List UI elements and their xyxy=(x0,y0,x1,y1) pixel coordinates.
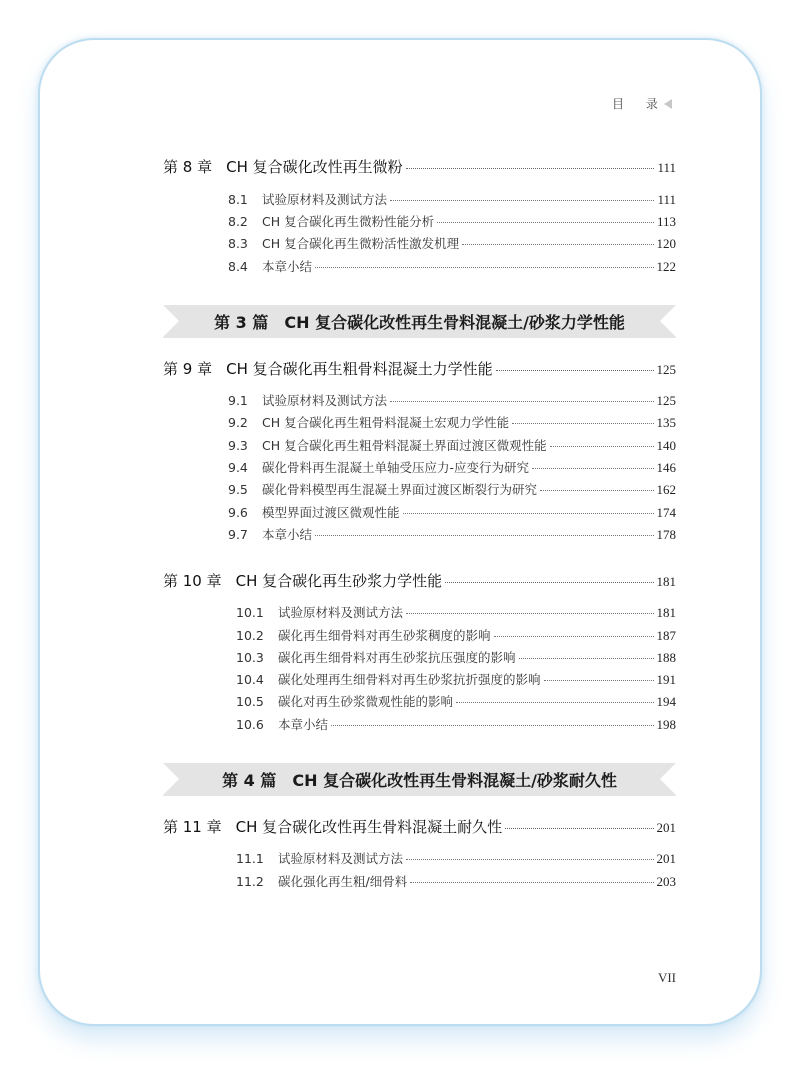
chapter-title: CH 复合碳化改性再生微粉 xyxy=(226,158,403,176)
toc-chapter[interactable] xyxy=(163,156,676,177)
toc-section[interactable] xyxy=(236,626,676,644)
page-number: 181 xyxy=(656,605,676,620)
section-number: 9.7 xyxy=(228,527,248,542)
page-number: 201 xyxy=(656,820,676,835)
chapter-number: 第 10 章 xyxy=(163,572,222,590)
dot-leader xyxy=(390,200,654,201)
running-head-text: 目 录 xyxy=(612,97,658,111)
dot-leader xyxy=(462,244,653,245)
section-number: 11.1 xyxy=(236,851,264,866)
section-title: 本章小结 xyxy=(262,259,313,274)
section-title: 碳化对再生砂浆微观性能的影响 xyxy=(278,694,454,709)
section-title: 试验原材料及测试方法 xyxy=(262,393,388,408)
toc-section[interactable] xyxy=(228,436,676,454)
dot-leader xyxy=(544,680,654,681)
section-number: 9.2 xyxy=(228,415,248,430)
toc-section[interactable] xyxy=(236,648,676,666)
page-number: 178 xyxy=(656,527,676,542)
page-number: 174 xyxy=(656,505,676,520)
section-title: 本章小结 xyxy=(278,717,329,732)
section-title: 碳化骨料模型再生混凝土界面过渡区断裂行为研究 xyxy=(262,482,538,497)
dot-leader xyxy=(410,882,653,883)
section-number: 9.5 xyxy=(228,482,248,497)
toc-section[interactable] xyxy=(236,670,676,688)
page-folio: VII xyxy=(657,970,676,985)
chapter-title: CH 复合碳化再生砂浆力学性能 xyxy=(235,572,443,590)
section-title: 试验原材料及测试方法 xyxy=(278,851,404,866)
page-number: 140 xyxy=(656,438,676,453)
part-number: 第 3 篇 xyxy=(214,313,269,332)
toc-section[interactable] xyxy=(228,525,676,543)
page-number: 191 xyxy=(656,672,676,687)
chapter-number: 第 8 章 xyxy=(163,158,213,176)
dot-leader xyxy=(390,401,653,402)
section-title: 碳化处理再生细骨料对再生砂浆抗折强度的影响 xyxy=(278,672,541,687)
section-number: 8.3 xyxy=(228,236,248,251)
toc-section[interactable] xyxy=(228,480,676,498)
toc-section[interactable] xyxy=(236,715,676,733)
section-number: 10.1 xyxy=(236,605,264,620)
section-title: 碳化再生细骨料对再生砂浆抗压强度的影响 xyxy=(278,650,516,665)
page-number: 111 xyxy=(657,192,676,207)
toc-chapter[interactable] xyxy=(163,358,676,379)
page-number: 122 xyxy=(656,259,676,274)
section-number: 9.3 xyxy=(228,438,248,453)
toc-chapter[interactable] xyxy=(163,570,676,591)
section-number: 9.1 xyxy=(228,393,248,408)
page-number: 125 xyxy=(656,362,676,377)
dot-leader xyxy=(403,513,654,514)
toc-section[interactable] xyxy=(236,692,676,710)
chapter-title: CH 复合碳化再生粗骨料混凝土力学性能 xyxy=(226,360,493,378)
toc-section[interactable] xyxy=(228,413,676,431)
dot-leader xyxy=(445,582,653,583)
toc-section[interactable] xyxy=(228,257,676,275)
chapter-title: CH 复合碳化改性再生骨料混凝土耐久性 xyxy=(235,818,503,836)
dot-leader xyxy=(437,222,654,223)
section-title: 试验原材料及测试方法 xyxy=(262,192,388,207)
toc-section[interactable] xyxy=(228,503,676,521)
toc-section[interactable] xyxy=(228,190,676,208)
chapter-number: 第 9 章 xyxy=(163,360,213,378)
page-number: 162 xyxy=(656,482,676,497)
running-head xyxy=(612,95,672,112)
page-number: 201 xyxy=(656,851,676,866)
section-number: 11.2 xyxy=(236,874,264,889)
toc-section[interactable] xyxy=(228,391,676,409)
chapter-number: 第 11 章 xyxy=(163,818,222,836)
toc-section[interactable] xyxy=(236,849,676,867)
section-title: 碳化强化再生粗/细骨料 xyxy=(278,874,408,889)
dot-leader xyxy=(406,613,653,614)
section-title: CH 复合碳化再生粗骨料混凝土界面过渡区微观性能 xyxy=(262,438,547,453)
dot-leader xyxy=(512,423,653,424)
dot-leader xyxy=(315,535,653,536)
toc-section[interactable] xyxy=(228,458,676,476)
toc-chapter[interactable] xyxy=(163,816,676,837)
dot-leader xyxy=(540,490,653,491)
toc-section[interactable] xyxy=(236,603,676,621)
section-number: 8.1 xyxy=(228,192,248,207)
dot-leader xyxy=(331,725,653,726)
page-number: 187 xyxy=(656,628,676,643)
dot-leader xyxy=(505,828,653,829)
dot-leader xyxy=(494,636,654,637)
dot-leader xyxy=(550,446,654,447)
triangle-marker-icon xyxy=(664,99,672,109)
page-number: 188 xyxy=(656,650,676,665)
page-number: 194 xyxy=(656,694,676,709)
page-number: 198 xyxy=(656,717,676,732)
section-number: 10.4 xyxy=(236,672,264,687)
dot-leader xyxy=(456,702,653,703)
section-number: 10.3 xyxy=(236,650,264,665)
section-number: 10.6 xyxy=(236,717,264,732)
page-number: 125 xyxy=(656,393,676,408)
page-number: 113 xyxy=(656,214,676,229)
section-title: 碳化骨料再生混凝土单轴受压应力-应变行为研究 xyxy=(262,460,530,475)
section-number: 9.4 xyxy=(228,460,248,475)
section-title: 试验原材料及测试方法 xyxy=(278,605,404,620)
section-title: 本章小结 xyxy=(262,527,313,542)
section-number: 10.5 xyxy=(236,694,264,709)
part-title: CH 复合碳化改性再生骨料混凝土/砂浆力学性能 xyxy=(284,313,625,332)
part-banner[interactable] xyxy=(163,763,676,796)
section-number: 9.6 xyxy=(228,505,248,520)
dot-leader xyxy=(406,168,655,169)
section-title: CH 复合碳化再生粗骨料混凝土宏观力学性能 xyxy=(262,415,510,430)
section-title: CH 复合碳化再生微粉活性激发机理 xyxy=(262,236,460,251)
part-banner[interactable] xyxy=(163,305,676,338)
dot-leader xyxy=(496,370,654,371)
section-title: CH 复合碳化再生微粉性能分析 xyxy=(262,214,435,229)
toc-section[interactable] xyxy=(228,234,676,252)
dot-leader xyxy=(519,658,654,659)
section-number: 8.2 xyxy=(228,214,248,229)
section-title: 模型界面过渡区微观性能 xyxy=(262,505,400,520)
section-title: 碳化再生细骨料对再生砂浆稠度的影响 xyxy=(278,628,491,643)
page-number: 203 xyxy=(656,874,676,889)
page-number: 146 xyxy=(656,460,676,475)
part-number: 第 4 篇 xyxy=(222,771,277,790)
toc-section[interactable] xyxy=(228,212,676,230)
dot-leader xyxy=(315,267,653,268)
toc-section[interactable] xyxy=(236,872,676,890)
page-number: 181 xyxy=(656,574,676,589)
page-number: 111 xyxy=(657,160,676,175)
part-title: CH 复合碳化改性再生骨料混凝土/砂浆耐久性 xyxy=(292,771,617,790)
dot-leader xyxy=(532,468,653,469)
page-number: 120 xyxy=(656,236,676,251)
section-number: 8.4 xyxy=(228,259,248,274)
section-number: 10.2 xyxy=(236,628,264,643)
dot-leader xyxy=(406,859,653,860)
page-number: 135 xyxy=(656,415,676,430)
